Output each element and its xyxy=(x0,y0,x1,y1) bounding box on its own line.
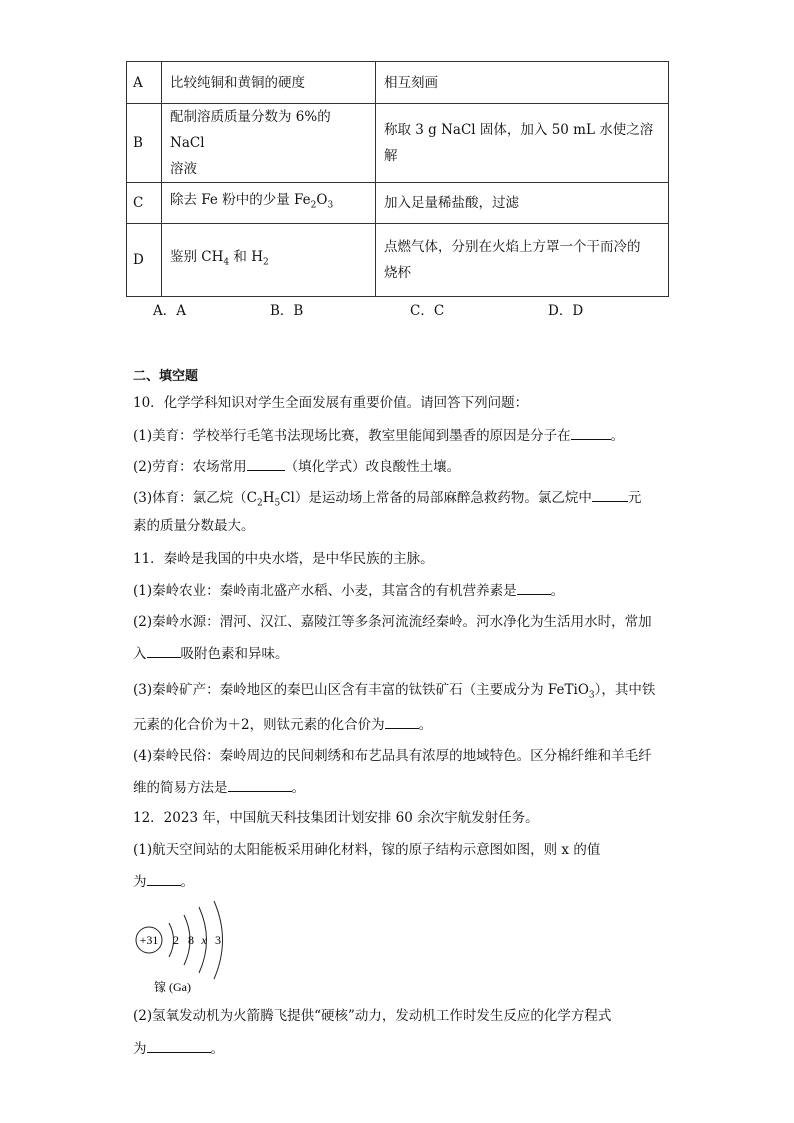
experiment-cell: 比较纯铜和黄铜的硬度 xyxy=(162,62,376,104)
text: (2)劳育：农场常用 xyxy=(133,459,247,475)
question-part: (4)秦岭民俗：秦岭周边的民间刺绣和布艺品具有浓厚的地域特色。区分棉纤维和羊毛纤 xyxy=(133,748,652,764)
section-title: 二、填空题 xyxy=(133,369,199,384)
method-cell: 加入足量稀盐酸，过滤 xyxy=(376,183,669,224)
subscript: 2 xyxy=(310,200,317,211)
text: (1)美育：学校举行毛笔书法现场比赛，教室里能闻到墨香的原因是分子在 xyxy=(133,428,571,444)
answer-blank[interactable] xyxy=(247,456,285,471)
subscript: 2 xyxy=(263,257,269,268)
shell-electron-count: 3 xyxy=(215,933,221,947)
question-part xyxy=(133,871,194,892)
experiment-line: 溶液 xyxy=(170,161,197,177)
subscript: 4 xyxy=(223,257,230,268)
question-part: 素的质量分数最大。 xyxy=(133,518,255,534)
text: ），其中铁 xyxy=(594,682,656,698)
text: (3)体育：氯乙烷（C xyxy=(133,490,257,506)
text: H xyxy=(262,490,275,506)
method-cell: 相互刻画 xyxy=(376,62,669,104)
table-row xyxy=(127,104,669,183)
table-row xyxy=(127,62,669,104)
subscript: 2 xyxy=(256,498,263,509)
table-row xyxy=(127,224,669,297)
text: 。 xyxy=(291,780,305,796)
subscript: 5 xyxy=(274,498,281,509)
text: 。 xyxy=(550,583,565,599)
method-cell xyxy=(376,224,669,297)
text: O xyxy=(316,192,328,209)
question-part xyxy=(133,714,432,735)
answer-blank[interactable] xyxy=(592,487,628,502)
question-part xyxy=(133,680,655,706)
choice-d[interactable]: D．D xyxy=(548,303,584,319)
question-part xyxy=(133,1038,224,1059)
shell-electron-count: 2 xyxy=(173,933,179,947)
answer-blank[interactable] xyxy=(571,425,611,440)
row-key: D xyxy=(127,224,162,297)
text: 元 xyxy=(627,490,642,506)
question-stem: 12．2023 年，中国航天科技集团计划安排 60 余次宇航发射任务。 xyxy=(133,810,539,826)
experiment-cell xyxy=(162,224,376,297)
question-part: (1)航天空间站的太阳能板采用砷化材料，镓的原子结构示意图如图，则 x 的值 xyxy=(133,842,601,858)
question-part xyxy=(133,425,624,446)
answer-blank[interactable] xyxy=(228,777,292,792)
experiment-cell xyxy=(162,183,376,224)
text: 维的简易方法是 xyxy=(133,780,228,796)
text: 。 xyxy=(418,717,433,733)
row-key: B xyxy=(127,104,162,183)
question-part xyxy=(133,777,305,798)
atom-structure-diagram xyxy=(132,899,242,999)
question-part: (2)氢氧发动机为火箭腾飞提供“硬核”动力，发动机工作时发生反应的化学方程式 xyxy=(133,1008,612,1024)
text: 为 xyxy=(133,1041,147,1057)
question-stem: 10．化学学科知识对学生全面发展有重要价值。请回答下列问题： xyxy=(133,395,529,411)
experiment-line: 配制溶质质量分数为 6%的 NaCl xyxy=(170,109,331,151)
text: 鉴别 CH xyxy=(170,249,224,266)
nucleus-charge: +31 xyxy=(139,933,159,947)
answer-blank[interactable] xyxy=(385,714,419,729)
row-key: C xyxy=(127,183,162,224)
text: 和 H xyxy=(229,249,263,266)
text: 为 xyxy=(133,874,147,890)
text: 。 xyxy=(180,874,194,890)
choice-b[interactable]: B．B xyxy=(270,303,304,319)
row-key: A xyxy=(127,62,162,104)
text: (3)秦岭矿产：秦岭地区的秦巴山区含有丰富的钛铁矿石（主要成分为 FeTiO xyxy=(133,682,589,698)
atom-caption: 镓 (Ga) xyxy=(154,980,191,994)
question-part xyxy=(133,456,460,477)
text: 吸附色素和异味。 xyxy=(180,646,289,662)
table-row xyxy=(127,183,669,224)
method-cell: 称取 3 g NaCl 固体，加入 50 mL 水使之溶解 xyxy=(376,104,669,183)
text: (1)秦岭农业：秦岭南北盛产水稻、小麦，其富含的有机营养素是 xyxy=(133,583,517,599)
answer-blank[interactable] xyxy=(147,1038,211,1053)
text: 。 xyxy=(610,428,625,444)
text: 元素的化合价为＋2，则钛元素的化合价为 xyxy=(133,717,385,733)
question-part xyxy=(133,643,289,664)
text: 除去 Fe 粉中的少量 Fe xyxy=(170,192,311,209)
subscript: 3 xyxy=(588,690,595,701)
shell-electron-count: 8 xyxy=(188,933,194,947)
options-table xyxy=(126,61,669,297)
answer-blank[interactable] xyxy=(147,643,181,658)
question-part xyxy=(133,580,564,601)
text: 入 xyxy=(133,646,147,662)
method-line: 点燃气体，分别在火焰上方罩一个干而冷的 xyxy=(384,239,641,255)
choice-a[interactable]: A．A xyxy=(153,303,186,319)
question-part: (2)秦岭水源：渭河、汉江、嘉陵江等多条河流流经秦岭。河水净化为生活用水时，常加 xyxy=(133,614,652,630)
experiment-cell xyxy=(162,104,376,183)
choice-c[interactable]: C．C xyxy=(410,303,445,319)
subscript: 3 xyxy=(327,200,334,211)
answer-blank[interactable] xyxy=(517,580,551,595)
text: （填化学式）改良酸性土壤。 xyxy=(284,459,461,475)
shell-electron-count: x xyxy=(201,933,207,947)
text: Cl）是运动场上常备的局部麻醉急救药物。氯乙烷中 xyxy=(280,490,592,506)
text: 。 xyxy=(210,1041,224,1057)
question-stem: 11．秦岭是我国的中央水塔，是中华民族的主脉。 xyxy=(133,551,434,567)
answer-blank[interactable] xyxy=(147,871,181,886)
method-line: 烧杯 xyxy=(384,265,411,281)
question-part xyxy=(133,487,641,514)
